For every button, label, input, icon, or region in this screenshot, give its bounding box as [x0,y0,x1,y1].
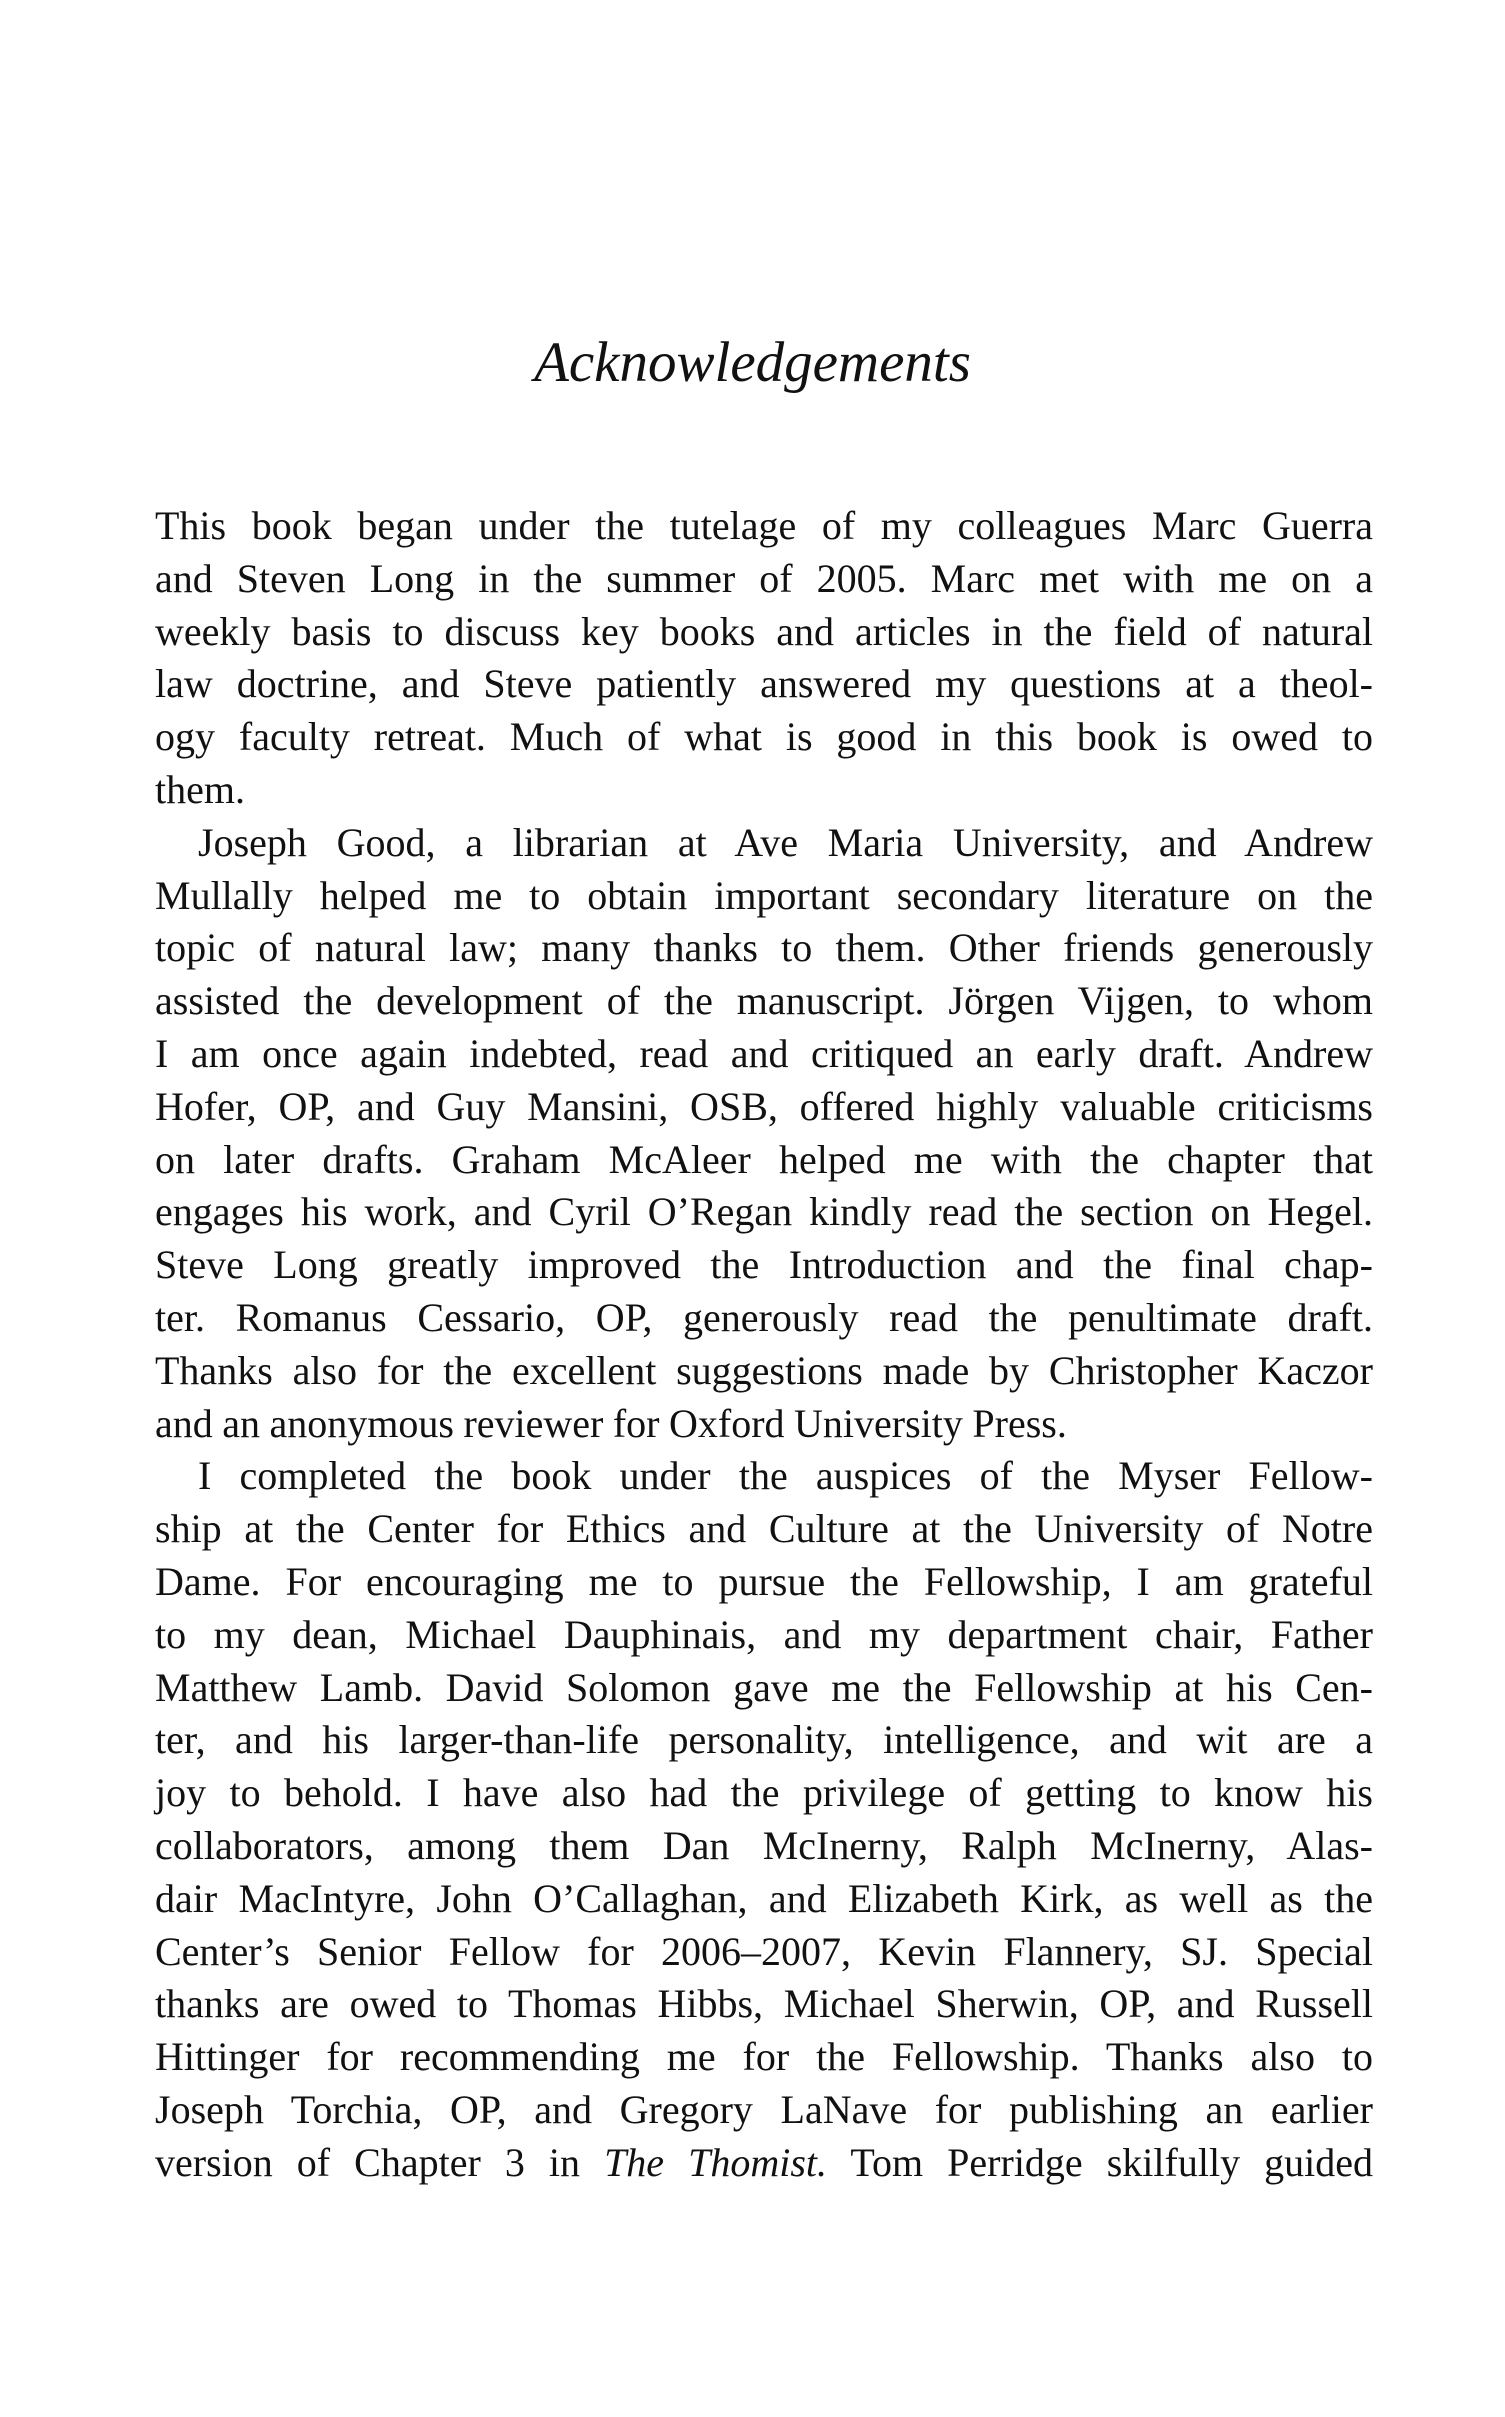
text-line: ship at the Center for Ethics and Culture at the University of Notre [155,1506,1373,1552]
text-line: Mullally helped me to obtain important secondary literature on the [155,872,1373,918]
text-line: joy to behold. I have also had the privilege of getting to know his [155,1770,1373,1816]
text-line: I am once again indebted, read and critiqued an early draft. Andrew [155,1030,1373,1076]
text-line: Steve Long greatly improved the Introduction and the final chap- [155,1242,1373,1288]
text-line-final [155,2137,1373,2190]
text-line: collaborators, among them Dan McInerny, Ralph McInerny, Alas- [155,1822,1373,1868]
text-line: thanks are owed to Thomas Hibbs, Michael Sherwin, OP, and Russell [155,1981,1373,2027]
text-line: them. [155,766,245,812]
text-line: assisted the development of the manuscript. Jörgen Vijgen, to whom [155,978,1373,1024]
text-line: Hofer, OP, and Guy Mansini, OSB, offered highly valuable criticisms [155,1083,1373,1129]
text-line: Matthew Lamb. David Solomon gave me the Fellowship at his Cen- [155,1664,1373,1710]
text-line: to my dean, Michael Dauphinais, and my department chair, Father [155,1611,1373,1657]
text-line: and Steven Long in the summer of 2005. Marc met with me on a [155,555,1373,601]
paragraph-1 [155,500,1373,817]
text-line: ter. Romanus Cessario, OP, generously read the penultimate draft. [155,1294,1373,1340]
text-line: I completed the book under the auspices of the Myser Fellow- [198,1453,1373,1499]
text-segment: version of Chapter 3 in [155,2139,605,2185]
text-line: Hittinger for recommending me for the Fellowship. Thanks also to [155,2034,1373,2080]
text-line: Joseph Good, a librarian at Ave Maria University, and Andrew [198,819,1373,865]
text-line: ter, and his larger-than-life personality, intelligence, and wit are a [155,1717,1373,1763]
text-line: topic of natural law; many thanks to them. Other friends generously [155,925,1373,971]
journal-title: The Thomist. [604,2139,828,2185]
text-line: Center’s Senior Fellow for 2006–2007, Kevin Flannery, SJ. Special [155,1928,1373,1974]
paragraph-2 [155,817,1373,1451]
text-line: weekly basis to discuss key books and articles in the field of natural [155,608,1373,654]
text-line: ogy faculty retreat. Much of what is good in this book is owed to [155,714,1373,760]
text-line: on later drafts. Graham McAleer helped me with the chapter that [155,1136,1373,1182]
text-line: Joseph Torchia, OP, and Gregory LaNave for publishing an earlier [155,2086,1373,2132]
paragraph-3 [155,1450,1373,2189]
text-line: and an anonymous reviewer for Oxford University Press. [155,1400,1067,1446]
text-line: This book began under the tutelage of my colleagues Marc Guerra [155,503,1373,548]
body-text [155,500,1373,2190]
page-title: Acknowledgements [534,331,971,394]
text-line: Dame. For encouraging me to pursue the Fellowship, I am grateful [155,1558,1373,1604]
text-segment: Tom Perridge skilfully guided [827,2139,1373,2185]
text-line: engages his work, and Cyril O’Regan kindly read the section on Hegel. [155,1189,1373,1235]
text-line: law doctrine, and Steve patiently answered my questions at a theol- [155,661,1373,707]
text-line: Thanks also for the excellent suggestions made by Christopher Kaczor [155,1347,1373,1393]
text-line: dair MacIntyre, John O’Callaghan, and Elizabeth Kirk, as well as the [155,1875,1373,1921]
